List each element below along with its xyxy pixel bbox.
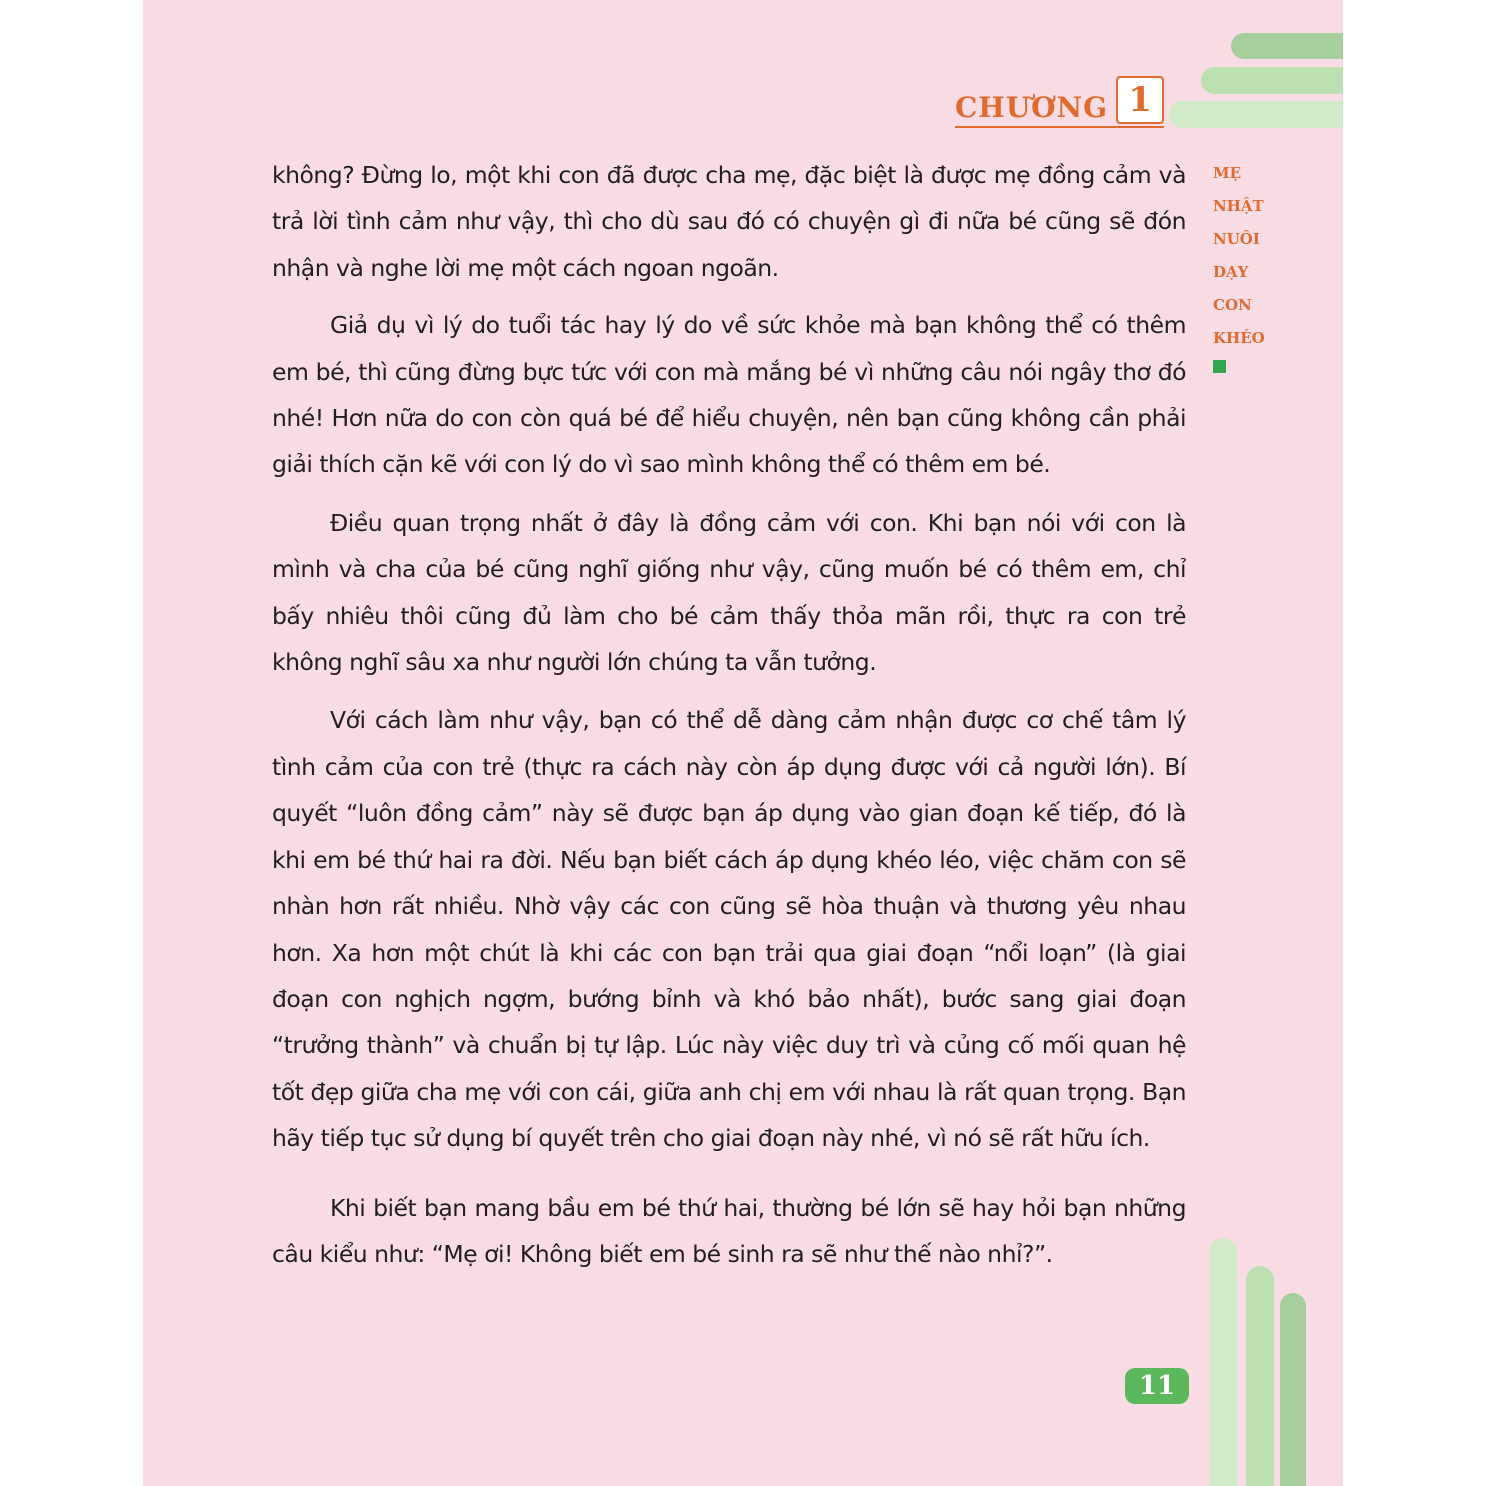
- side-title-word: CON: [1213, 296, 1252, 314]
- paragraph: Giả dụ vì lý do tuổi tác hay lý do về sức khỏe mà bạn không thể có thêm em bé, thì cũng đừng bực tức với con mà mắng bé vì những câu nói ngây thơ đó nhé! Hơn nữa do con còn quá bé để hiểu chuyện, nên bạn cũng không cần phải giải thích cặn kẽ với con lý do vì sao mình không thể có thêm em bé.: [272, 311, 1186, 479]
- book-page: [143, 0, 1343, 1486]
- chapter-header: [955, 66, 1164, 128]
- chapter-number-badge: 1: [1116, 76, 1164, 124]
- side-title-word: DẠY: [1213, 263, 1249, 281]
- decorative-bar: [1280, 1293, 1306, 1486]
- side-title-word: MẸ: [1213, 164, 1242, 182]
- decorative-bar: [1209, 1238, 1237, 1486]
- side-book-title: [1213, 160, 1283, 373]
- green-square-marker: [1213, 360, 1226, 373]
- decorative-stripe: [1231, 33, 1343, 59]
- decorative-stripe: [1201, 67, 1343, 94]
- body-text: [272, 152, 1186, 1277]
- paragraph: Khi biết bạn mang bầu em bé thứ hai, thường bé lớn sẽ hay hỏi bạn những câu kiểu như: “Mẹ ơi! Không biết em bé sinh ra sẽ như thế nào nhỉ?”.: [272, 1193, 1186, 1268]
- side-title-word: NUÔI: [1213, 230, 1260, 248]
- side-title-word: NHẬT: [1213, 197, 1264, 215]
- paragraph: Điều quan trọng nhất ở đây là đồng cảm với con. Khi bạn nói với con là mình và cha của bé cũng nghĩ giống như vậy, cũng muốn bé có thêm em, chỉ bấy nhiêu thôi cũng đủ làm cho bé cảm thấy thỏa mãn rồi, thực ra con trẻ không nghĩ sâu xa như người lớn chúng ta vẫn tưởng.: [272, 508, 1186, 677]
- side-title-word: KHÉO: [1213, 329, 1265, 347]
- chapter-label: CHƯƠNG: [955, 91, 1109, 124]
- paragraph: không? Đừng lo, một khi con đã được cha mẹ, đặc biệt là được mẹ đồng cảm và trả lời tình cảm như vậy, thì cho dù sau đó có chuyện gì đi nữa bé cũng sẽ đón nhận và nghe lời mẹ một cách ngoan ngoãn.: [272, 161, 1186, 282]
- paragraph: Với cách làm như vậy, bạn có thể dễ dàng cảm nhận được cơ chế tâm lý tình cảm của con trẻ (thực ra cách này còn áp dụng được với cả người lớn). Bí quyết “luôn đồng cảm” này sẽ được bạn áp dụng vào gian đoạn kế tiếp, đó là khi em bé thứ hai ra đời. Nếu bạn biết cách áp dụng khéo léo, việc chăm con sẽ nhàn hơn rất nhiều. Nhờ vậy các con cũng sẽ hòa thuận và thương yêu nhau hơn. Xa hơn một chút là khi các con bạn trải qua giai đoạn “nổi loạn” (là giai đoạn con nghịch ngợm, bướng bỉnh và khó bảo nhất), bước sang giai đoạn “trưởng thành” và chuẩn bị tự lập. Lúc này việc duy trì và củng cố mối quan hệ tốt đẹp giữa cha mẹ với con cái, giữa anh chị em với nhau là rất quan trọng. Bạn hãy tiếp tục sử dụng bí quyết trên cho giai đoạn này nhé, vì nó sẽ rất hữu ích.: [272, 706, 1186, 1153]
- decorative-stripe: [1169, 101, 1343, 128]
- decorative-bar: [1246, 1266, 1274, 1486]
- page-number-badge: 11: [1125, 1368, 1189, 1404]
